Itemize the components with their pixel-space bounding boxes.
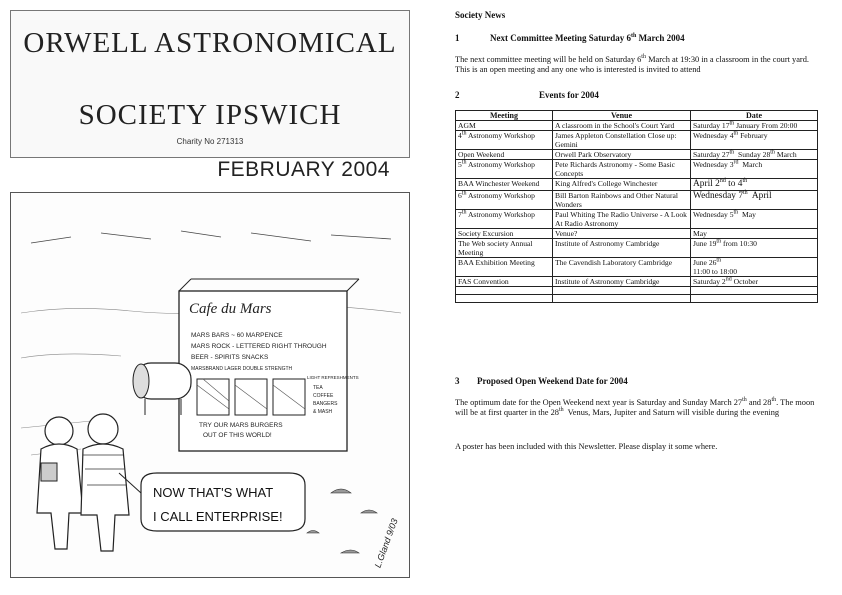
date-cell: April 2nd to 4th [691,179,818,191]
section-3-title: Proposed Open Weekend Date for 2004 [477,376,628,386]
col-header-meeting: Meeting [456,111,553,121]
table-row [456,191,818,210]
cartoon-illustration [10,192,410,578]
menu-line3: BEER - SPIRITS SNACKS [191,354,269,361]
meeting-cell: The Web society Annual Meeting [456,239,553,258]
venue-cell: The Cavendish Laboratory Cambridge [553,258,691,277]
table-row [456,160,818,179]
venue-cell: Venue? [553,229,691,239]
cafe-sign: Cafe du Mars [189,301,272,317]
date-cell: Wednesday 5th May [691,210,818,229]
section-2-number: 2 [455,90,460,100]
venue-cell: Pete Richards Astronomy - Some Basic Concepts [553,160,691,179]
date-cell: June 26th 11:00 to 18:00 [691,258,818,277]
date-cell: Wednesday 3rd March [691,160,818,179]
table-row [456,179,818,191]
col-header-venue: Venue [553,111,691,121]
table-row [456,150,818,160]
charity-number: Charity No 271313 [176,137,244,146]
table-row [456,131,818,150]
venue-cell: James Appleton Constellation Close up: Gemini [553,131,691,150]
table-row [456,210,818,229]
section-1-paragraph: The next committee meeting will be held on Saturday 6th March at 19:30 in a classroom in the court yard. This is an open meeting and any one who is interested is invited to attend [455,54,810,75]
speech-line1: NOW THAT'S WHAT [153,485,274,500]
refreshments-label: LIGHT REFRESHMENTS [307,375,359,380]
venue-cell: Orwell Park Observatory [553,150,691,160]
menu-line1: MARS BARS ~ 60 MARPENCE [191,332,283,339]
venue-cell: King Alfred's College Winchester [553,179,691,191]
col-header-date: Date [691,111,818,121]
table-row-empty [456,287,818,295]
cafe-building [179,279,359,451]
table-row [456,239,818,258]
date-cell: June 19th from 10:30 [691,239,818,258]
date-cell: May [691,229,818,239]
masthead [10,10,410,158]
table-row [456,258,818,277]
meeting-cell: Society Excursion [456,229,553,239]
meeting-cell: BAA Winchester Weekend [456,179,553,191]
meeting-cell: 5th Astronomy Workshop [456,160,553,179]
section-3-paragraph-2: A poster has been included with this Newsletter. Please display it some where. [455,442,718,451]
burgers-line1: TRY OUR MARS BURGERS [199,422,283,429]
drink-4: & MASH [313,409,333,415]
meeting-cell: 7th Astronomy Workshop [456,210,553,229]
menu-line2: MARS ROCK - LETTERED RIGHT THROUGH [191,343,327,350]
meeting-cell: Open Weekend [456,150,553,160]
speech-bubble [119,473,305,531]
drink-1: TEA [313,385,323,391]
date-cell: Saturday 27th Sunday 28th March [691,150,818,160]
date-cell: Saturday 2nd October [691,277,818,287]
events-table [455,110,818,303]
events-header-row [456,111,818,121]
section-1-number: 1 [455,33,460,43]
date-cell: Wednesday 7th April [691,191,818,210]
menu-line4: MARSBRAND LAGER DOUBLE STRENGTH [191,366,293,372]
drink-3: BANGERS [313,401,338,407]
drink-2: COFFEE [313,393,334,399]
section-2-title: Events for 2004 [539,90,599,100]
speech-line2: I CALL ENTERPRISE! [153,509,283,524]
venue-cell: Institute of Astronomy Cambridge [553,277,691,287]
venue-cell: Bill Barton Rainbows and Other Natural Wonders [553,191,691,210]
society-title-line2: SOCIETY IPSWICH [78,99,342,131]
meeting-cell: 6th Astronomy Workshop [456,191,553,210]
meeting-cell: FAS Convention [456,277,553,287]
table-row [456,277,818,287]
meeting-cell: AGM [456,121,553,131]
issue-date: FEBRUARY 2004 [217,158,390,181]
section-1-title: Next Committee Meeting Saturday 6th March 2004 [490,33,685,43]
society-title-line1: ORWELL ASTRONOMICAL [23,27,397,59]
table-row-empty [456,295,818,303]
table-row [456,229,818,239]
burgers-line2: OUT OF THIS WORLD! [203,432,272,439]
venue-cell: A classroom in the School's Court Yard [553,121,691,131]
astronauts [37,414,129,551]
news-heading: Society News [455,10,506,20]
meeting-cell: BAA Exhibition Meeting [456,258,553,277]
venue-cell: Institute of Astronomy Cambridge [553,239,691,258]
venue-cell: Paul Whiting The Radio Universe - A Look At Radio Astronomy [553,210,691,229]
date-cell: Wednesday 4th February [691,131,818,150]
date-cell: Saturday 17th January From 20:00 [691,121,818,131]
section-3-number: 3 [455,376,460,386]
section-3-paragraph-1: The optimum date for the Open Weekend next year is Saturday and Sunday March 27th and 28th. The moon will be at first quarter in the 28th Venus, Mars, Jupiter and Saturn will visible during the evening [455,397,815,418]
meeting-cell: 4th Astronomy Workshop [456,131,553,150]
newsletter-cover [10,10,412,578]
artist-signature: L.Gland 9/03 [372,517,400,570]
table-row [456,121,818,131]
